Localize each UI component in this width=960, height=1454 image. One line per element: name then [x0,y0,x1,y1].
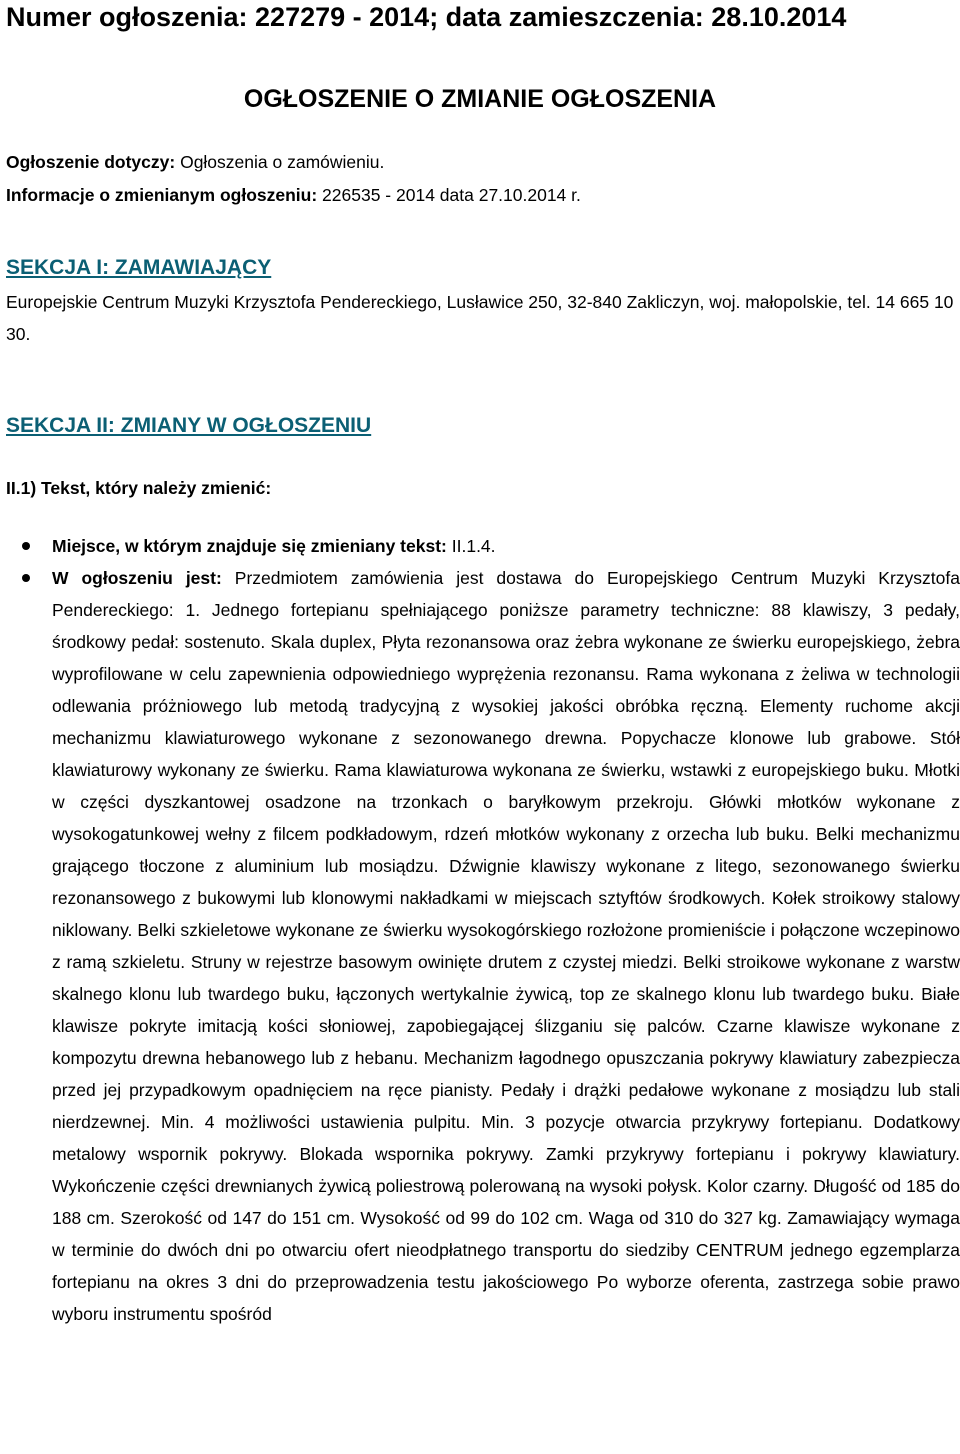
changes-list [0,530,960,1330]
bullet-icon [22,574,30,582]
concerns-line [6,150,384,174]
document-heading: OGŁOSZENIE O ZMIANIE OGŁOSZENIA [243,85,717,113]
current-text-value: Przedmiotem zamówienia jest dostawa do Europejskiego Centrum Muzyki Krzysztofa Pendereckiego: 1. Jednego fortepianu spełniającego poniższe parametry techniczne: 88 klawiszy, 3 pedały, środkowy pedał: sostenuto. Skala duplex, Płyta rezonansowa oraz żebra wykonane ze świerku europejskiego, żebra wyprofilowane w celu zapewnienia odpowiedniego wyprężenia rezonansu. Rama wykonana z żeliwa w technologii odlewania próżniowego lub metodą tradycyjną z wysokiej jakości obróbka ręczną. Elementy ruchome akcji mechanizmu klawiaturowego wykonane z sezonowanego drewna. Popychacze klonowe lub grabowe. Stół klawiaturowy wykonany ze świerku. Rama klawiaturowa wykonana ze świerku, wstawki z europejskiego buku. Młotki w części dyszkantowej osadzone na trzonkach o baryłkowym przekroju. Główki młotków wykonane z wysokogatunkowej wełny z filcem podkładowym, rdzeń młotków wykonany z orzecha lub buku. Belki mechanizmu grającego tłoczone z aluminium lub mosiądzu. Dźwignie klawiszy wykonane z litego, sezonowanego świerku rezonansowego z bukowymi lub klonowymi nakładkami w miejscach sztyftów środkowych. Kołek stroikowy stalowy niklowany. Belki szkieletowe wykonane ze świerku wysokogórskiego rozłożone promieniście i połączone wczepinowo z ramą szkieletu. Struny w rejestrze basowym owinięte drutem z czystej miedzi. Belki stroikowe wykonane z warstw skalnego klonu lub twardego buku, łączonych wertykalnie żywicą, top ze skalnego klonu lub twardego buku. Białe klawisze pokryte imitacją kości słoniowej, zapobiegającej ślizganiu się palców. Czarne klawisze wykonane z kompozytu drewna hebanowego lub z hebanu. Mechanizm łagodnego opuszczania pokrywy klawiatury zabezpiecza przed jej przypadkowym opadnięciem na ręce pianisty. Pedały i drążki pedałowe wykonane z mosiądzu lub stali nierdzewnej. Min. 4 możliwości ustawienia pulpitu. Min. 3 pozycje otwarcia przykrywy fortepianu. Dodatkowy metalowy wspornik pokrywy. Blokada wspornika pokrywy. Zamki przykrywy fortepianu i pokrywy klawiatury. Wykończenie części drewnianych żywicą poliestrową polerowaną na wysoki połysk. Kolor czarny. Długość od 185 do 188 cm. Szerokość od 147 do 151 cm. Wysokość od 99 do 102 cm. Waga od 310 do 327 kg. Zamawiający wymaga w terminie do dwóch dni po otwarciu ofert nieodpłatnego transportu do siedziby CENTRUM jednego egzemplarza fortepianu na okres 3 dni do przeprowadzenia testu jakościowego Po wyborze oferenta, zastrzega sobie prawo wyboru instrumentu spośród [52,568,960,1324]
current-text-label: W ogłoszeniu jest: [52,568,222,588]
list-item [0,530,960,562]
section1-text: Europejskie Centrum Muzyki Krzysztofa Pendereckiego, Lusławice 250, 32-840 Zakliczyn, woj. małopolskie, tel. 14 665 10 30. [6,292,954,344]
list-item [0,562,960,1330]
bullet-icon [22,542,30,550]
section2-heading: SEKCJA II: ZMIANY W OGŁOSZENIU [6,414,372,437]
section1-heading: SEKCJA I: ZAMAWIAJĄCY [6,256,272,279]
page-title: Numer ogłoszenia: 227279 - 2014; data zamieszczenia: 28.10.2014 [6,2,847,32]
changed-info-value: 226535 - 2014 data 27.10.2014 r. [322,185,581,205]
concerns-label: Ogłoszenie dotyczy: [6,152,176,172]
concerns-value: Ogłoszenia o zamówieniu. [180,152,385,172]
change-location-value: II.1.4. [451,536,496,556]
changed-info-line [6,183,581,207]
change-location-label: Miejsce, w którym znajduje się zmieniany tekst: [52,536,447,556]
section2-sub-label: II.1) Tekst, który należy zmienić: [6,478,272,498]
changed-info-label: Informacje o zmienianym ogłoszeniu: [6,185,318,205]
